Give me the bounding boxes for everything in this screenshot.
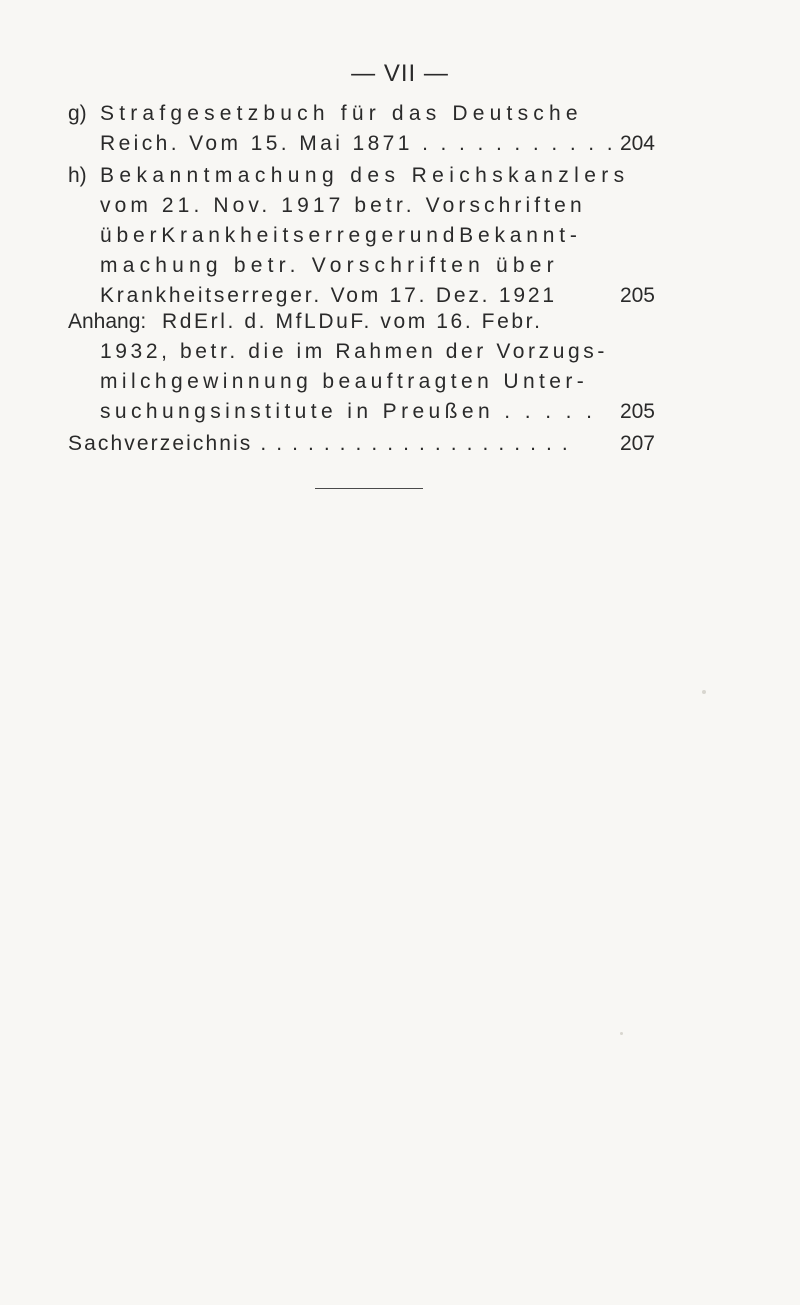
entry-line: Sachverzeichnis . . . . . . . . . . . . . . . . . . . .: [68, 432, 570, 455]
entry-line: Krankheitserreger. Vom 17. Dez. 1921: [100, 284, 557, 307]
paper-speck: [702, 690, 706, 694]
entry-marker: h): [68, 164, 87, 187]
page-number: 205: [619, 400, 655, 423]
entry-line: RdErl. d. MfLDuF. vom 16. Febr.: [162, 310, 543, 333]
entry-marker: Anhang:: [68, 310, 147, 333]
page-number: 204: [619, 132, 655, 155]
paper-speck: [620, 1032, 623, 1035]
entry-line: vom 21. Nov. 1917 betr. Vorschriften: [100, 194, 586, 217]
page-number: 207: [619, 432, 655, 455]
entry-line: milchgewinnung beauftragten Unter-: [100, 370, 589, 393]
page-header: — VII —: [351, 60, 449, 87]
entry-line: suchungsinstitute in Preußen . . . . .: [100, 400, 597, 423]
entry-line: überKrankheitserregerundBekannt-: [100, 224, 582, 247]
entry-line: machung betr. Vorschriften über: [100, 254, 559, 277]
entry-line: Reich. Vom 15. Mai 1871 . . . . . . . . . . .: [100, 132, 616, 155]
entry-marker: g): [68, 102, 87, 125]
page-number: 205: [619, 284, 655, 307]
entry-line: Strafgesetzbuch für das Deutsche: [100, 102, 583, 125]
entry-line: Bekanntmachung des Reichskanzlers: [100, 164, 630, 187]
section-divider-rule: [315, 488, 423, 489]
entry-line: 1932, betr. die im Rahmen der Vorzugs-: [100, 340, 609, 363]
